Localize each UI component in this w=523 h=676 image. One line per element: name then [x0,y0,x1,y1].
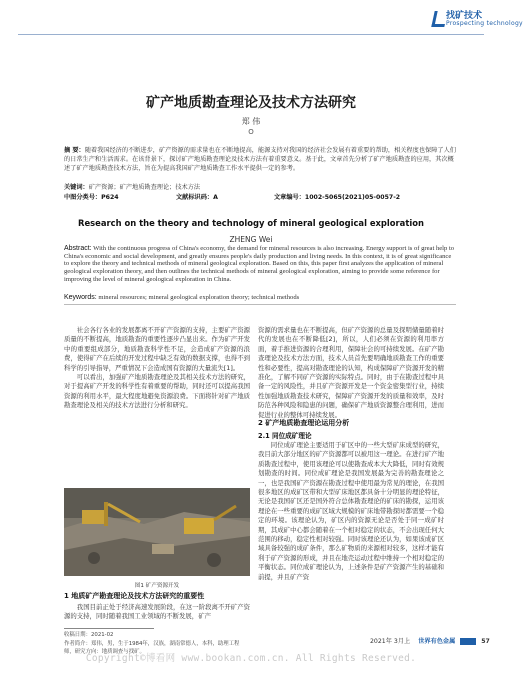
received-date: 收稿日期：2021-02 [64,632,114,638]
keywords-en-label: Keywords: [64,294,97,301]
author-name-cn: 郑 伟 [241,117,261,126]
subsection-heading-2-1: 2.1 同位成矿理论 [258,432,312,440]
document-code: 文献标识码：A [176,194,218,201]
clc-number: 中图分类号：P624 [64,194,119,201]
footer-bar-icon [460,638,476,645]
abstract-en [64,245,456,292]
author-affiliation: O [248,128,254,136]
logo-title-cn: 找矿技术 [446,11,483,21]
journal-name: 世界有色金属 [418,638,456,645]
page-number: 57 [481,638,490,645]
article-title-cn: 矿产地质勘查理论及技术方法研究 [146,95,356,111]
figure-caption: 图1 矿产资源开发 [134,583,180,589]
body-paragraph: 同位成矿理论主要适用于矿区中的一些大型矿床成型的研究，我目前大部分地区的矿产资源都可以被用这一理论。在进行矿产地质勘查过程中，使用该理论可以使勘查成本大大降低，同时有效规划勘查的时间。同位成矿理论是我国发展最为完善的勘查理论之一，也是我国矿产资源在勘查过程中使用最为常见的理论，在我国很多地区的成矿区带和大型矿床地区都具备十分明显的理论特征，无论是我国矿区还是国外符合总体勘查理论的矿床的勘探，运用该理论在一些重要的成矿区域大规模的矿床地带勘探时都需要一个稳定的环境。该理论认为，矿区内的资源无论是否处于同一成矿时期，其成矿中心都会随着在一个相对稳定的状态，不会出现任何大范围的移动，稳定性相对较强。同时该理论还认为，如果该成矿区域具备较强的成矿条件，那么矿物质的来源相对较多，这样才能有利于矿产资源的形成，并且在地壳运动过程中维持一个相对稳定的平衡状态。同位成矿理论认为，上述条件是矿产资源产生的基础和前提，并且矿产资 [258,441,444,581]
body-paragraph: 我国目前正处于经济高速发展阶段，在这一阶段离不开矿产资源的支持，同时随着我国工业领域的不断发展，矿产 [64,603,250,621]
mining-site-image [64,488,250,576]
keywords-en [64,293,456,302]
keywords-en-text: mineral resources; mineral geological exploration theory; technical methods [98,294,300,301]
issue-date: 2021年 3月上 [370,638,411,645]
keywords-cn-label: 关键词： [64,184,89,191]
body-right-column-top [258,326,444,419]
footnote-divider [64,628,154,629]
body-right-column-bottom [258,441,444,633]
body-paragraph: 资源的需求量也在不断提高，但矿产资源的总量及探明储量随着时代的发展也在不断降低[2]，所以，人们必须在资源的利用率方面，着手推进资源的合理利用，保障社会的可持续发展。在矿产勘查理论及技术方法方面，技术人员首先要明确地质勘查工作的重要性和必要性，提高对勘查理论的认知，构成保障矿产资源开发的精准化，了解不同矿产资源的实际特点。同时，由于在勘查过程中具备一定的风险性，并且矿产资源开发是一个资金密集型行业，持续性加强地质勘查技术研究，保障矿产资源开发的质量和效率，及时防范各种风险和隐患的问题，确保矿产地质资源整合理利用，进而促进行业的整体可持续发展。 [258,326,444,419]
author-name-en: ZHENG Wei [229,235,273,244]
page-footer [370,636,490,645]
abstract-cn [64,146,456,182]
section-heading-2: 2 矿产地质勘查理论运用分析 [258,419,350,427]
copyright-watermark: Copyright©博看网 www.bookan.com.cn. All Rights Reserved. [85,653,417,664]
keywords-cn-text: 矿产资源；矿产地质勘查理论；技术方法 [88,184,201,191]
abstract-cn-text: 随着我国经济的不断进步，矿产资源的需求量也在不断地提高，能源支持对我国的经济社会发展有着重要的帮助，相关程度也保障了人们的日常生产和生活需求。在该背景下，探讨矿产地质勘查理论及技术方法有着重要意义。基于此，文章首先分析了矿产地质勘查的应用，其次概述了矿产地质勘查技术方法，旨在为提高我国矿产地质勘查工作水平提供一定的参考。 [64,147,456,173]
article-title-en: Research on the theory and technology of mineral geological exploration [78,218,424,228]
keywords-cn [64,183,456,192]
journal-logo [433,8,523,30]
logo-title-en: Prospecting technology [446,20,523,27]
abstract-en-label: Abstract: [64,245,92,252]
body-left-column-top [64,326,250,484]
body-left-column-bottom [64,603,250,625]
header-divider [18,34,484,35]
section-heading-1: 1 地质矿产勘查理论及技术方法研究的重要性 [64,592,205,600]
author-bio: 作者简介：郑伟，男，生于1984年，汉族，湖南常德人，本科，助理工程师，研究方向：地质调查与找矿。 [64,640,240,656]
figure-mining-photo [64,488,250,576]
abstract-cn-label: 摘 要： [64,147,85,154]
abstract-divider [64,304,456,305]
body-paragraph: 社会各行各业的发展都离不开矿产资源的支持，主要矿产资源质量的不断提高，地质勘查的重要性逐步凸显出来。作为矿产开发中的重要组成部分，地质勘查科学性不足，会造成矿产资源的浪费，使得矿产在后续的开发过程中缺乏有效的数据支撑，也得不到科学的引导指导，严重情况下会造成国有资源的大量流失[1]。 [64,326,250,372]
article-number: 文章编号：1002-5065(2021)05-0057-2 [274,194,401,201]
abstract-en-text: With the continuous progress of China's economy, the demand for mineral resources is also increasing. Energy support is of great help to China's economic and social development, and greatly ensures people's daily production and living needs. In this context, it is of great significance to explore the theory and technical methods of mineral geological exploration. Based on this, this paper first analyzes the application of mineral geological exploration theory, and then outlines the technical methods of mineral geological exploration, aiming to provide some reference for improving the level of mineral geological exploration in China. [64,245,455,283]
body-paragraph: 可以看出，加强矿产地质勘查理论及其相关技术方法的研究，对于提高矿产开发的科学性有着重要的帮助，同时还可以提高我国资源的利用水平，最大程度地避免资源浪费。下面将针对矿产地质勘查理论及相关的技术方法进行分析和研究。 [64,373,250,410]
